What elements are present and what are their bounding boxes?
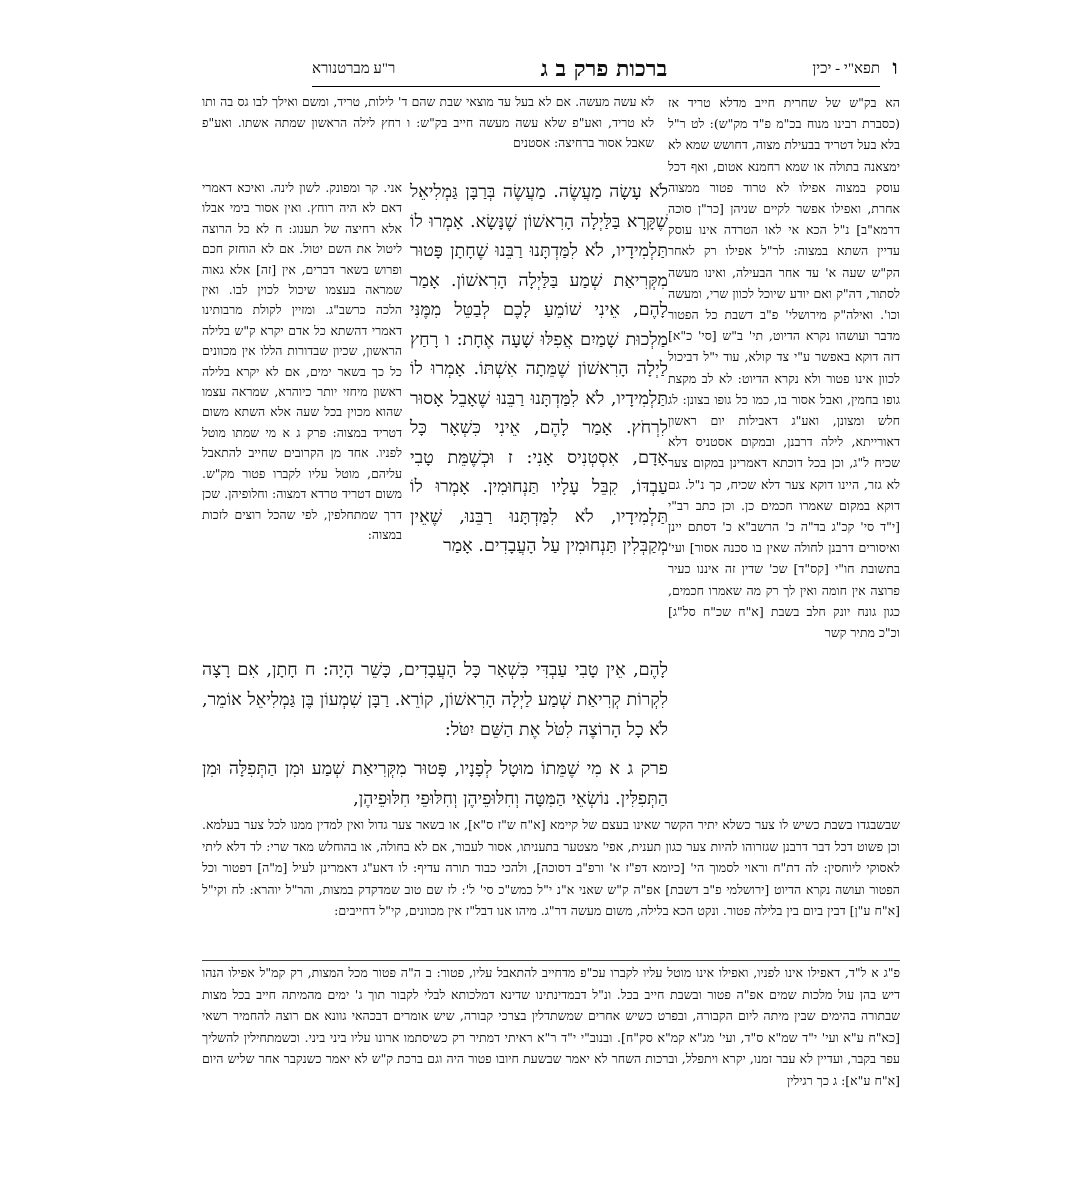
tiferet-yisrael-column: הא בק"ש של שחרית חייב מדלא טריד אז (כסברת רבינו מנוח בכ"מ פ"ד מק"ש): לט ר"ל בלא בעל דטריד בבעילת מצוה, דחושש שמא לא ימצאנה בתולה או שמא רחמנא אטום, ואף דכל עוסק במצוה אפילו לא טרוד פטור ממצוה אחרת, ואפילו אפשר לקיים שניהן [כר"ן סוכה דרמא"ב] נ"ל הכא אי לאו הטרדה אינו עוסק עדיין השתא במצוה: לר"ל אפילו רק לאחר הק"ש שעה א' עד אחר הבעילה, ואינו מעשה לסתור, דה"ק ואם יודע שיוכל לכוון שרי, ומעשה וכו'. ואילה"ק מירושלי' פ"ב דשבת כל הפטור מדבר ועושהו נקרא הדיוט, תי' ב"ש [סי' כ"א] דזה דוקא באפשר ע"י צד קולא, עוד י"ל דביכול לכוון אינו פטור ולא נקרא הדיוט: לא לב מקצת גופו בחמין, ואבל אסור בו, כמו כל גופו בצונן: לג חלש ומצונן, ואע"ג דאבילות יום ראשון דאורייתא, לילה דרבנן, ובמקום אסטניס דלא שכיח ל"ג, וכן בכל דוכתא דאמרינן במקום צער לא גזר, היינו דוקא צער דלא שכיח, כך נ"ל. גם דוקא במקום שאמרו חכמים כן. וכן כתב רב"י [י"ד סי' קכ"ג בד"ה כ' הרשב"א כ' דסתם יינן ואיסורים דרבנן לחולה שאין בו סכנה אסור] ועי' בתשובת חו"י [קס"ד] שכ' שדין זה איננו כעיר פרוצה אין חומה ואין לך רק מה שאמרו חכמים, כגון גונח יונק חלב בשבת [א"ח שכ"ח סל"ג] וכ"כ מתיר קשר (668, 95, 900, 641)
bartenura-column: אני. קר ומפונק. לשון לינה. ואיכא דאמרי דאם לא היה רוחץ. ואין אסור בימי אבלו אלא רחיצה של תענוג: ח לא כל הרוצה ליטול את השם יטול. אם לא הוחזק חכם ופרוש בשאר דברים, אין [זה] אלא גאוה שמראה בעצמו שיכול לכוין לבו. ואין הלכה כרשב"ג. ומזיין לקולת מרבותינו דאמרי דהשתא כל אדם יקרא ק"ש בלילה הראשון, שכיון שבדורות הללו אין מכוונים כל כך בשאר ימים, אם לא יקרא בלילה ראשון מיחזי יותר כיוהרא, שמראה עצמו שהוא מכוין בכל שעה אלא השתא משום דטריד במצוה: פרק ג א מי שמתו מוטל לפניו. אחד מן הקרובים שחייב להתאבל עליהם, מוטל עליו לקברו פטור מק"ש. משום דטריד טרדא דמצוה: וחלופיהן. שכן דרך שמתחלפין, לפי שהכל רוצים לזכות במצוה: (202, 180, 402, 542)
divider (202, 960, 900, 961)
mishnah-text: לֹא עָשָׂה מַעֲשֶׂה. מַעֲשֶׂה בְּרַבָּן גַּמְלִיאֵל שֶׁקָּרָא בַּלַּיְלָה הָרִאשׁוֹן שֶׁנָּשָׂא. אָמְרוּ לוֹ תַּלְמִידָיו, לֹא לִמַּדְתָּנוּ רַבֵּנוּ שֶׁחָתָן פָּטוּר מִקְּרִיאַת שְׁמַע בַּלַּיְלָה הָרִאשׁוֹן. אָמַר לָהֶם, אֵינִי שׁוֹמֵעַ לָכֶם לְבַטֵּל מִמֶּנִּי מַלְכוּת שָׁמַיִם אֲפִלּוּ שָׁעָה אֶחָת: ו רָחַץ לַיְלָה הָרִאשׁוֹן שֶׁמֵּתָה אִשְׁתּוֹ. אָמְרוּ לוֹ תַּלְמִידָיו, לֹא לִמַּדְתָּנוּ רַבֵּנוּ שֶׁאָבֵל אָסוּר לִרְחֹץ. אָמַר לָהֶם, אֵינִי כִּשְׁאָר כָּל אָדָם, אִסְטְנִיס אָנִי: ז וּכְשֶׁמֵּת טָבִי עַבְדּוֹ, קִבֵּל עָלָיו תַּנְחוּמִין. אָמְרוּ לוֹ תַּלְמִידָיו, לֹא לִמַּדְתָּנוּ רַבֵּנוּ, שֶׁאֵין מְקַבְּלִין תַּנְחוּמִין עַל הָעֲבָדִים. אָמַר (410, 182, 668, 556)
header-rule (312, 86, 880, 87)
mishnah-text-wide (202, 656, 668, 810)
running-header (312, 52, 880, 86)
header-right: תפא"י - יכין (812, 60, 880, 77)
header-center: ברכות פרק ב ג (540, 56, 668, 82)
commentary-bottom-1: שבשבגדו בשבת כשיש לו צער כשלא יתיר הקשר שאינו בעצם של קיימא [א"ח ש"ז ס"א], או בשאר צער גדול ואין למדין ממנו לכל צער בעלמא. וכן פשוט דכל דבר דרבנן שגזרוהו להיות צער כגון תענית, אפי' מצטער בתעניתו, אסור לעבור, אם לא בחולה, או בהוחלש מאד שרי: לד דלא ליתי לאסוקי ליוחסין: לה דת"ח וראוי לסמוך הי' [כיומא דפ"ז א' ורפ"ב דסוכה], ולהכי כבוד תורה עדיף: לו דאע"ג דאמרינן לעיל [מ"ה] דפטור וכל הפטור ועושה נקרא הדיוט [ירושלמי פ"ב דשבת] אפ"ה ק"ש שאני א"נ י"ל כמש"כ סי' ל': לז שם טוב שמדקדק במצות, והר"ל יוהרא: לח וקי"ל [א"ח ע"ן] דבין ביום בין בלילה פטור. ונקט הכא בלילה, משום מעשה דר"ג. מיהו אנו דבל"ז אין מכוונים, קי"ל דחייבים: (202, 817, 900, 919)
commentary-bottom-2: פ"ג א ל"ד, דאפילו אינו לפניו, ואפילו אינו מוטל עליו לקברו עכ"פ מדחייב להתאבל עליו, פטור: ב ה"ה פטור מכל המצות, רק קמ"ל אפילו הנהו דיש בהן עול מלכות שמים אפ"ה פטור ובשבת חייב בכל. ונ"ל דבמדינתינו שדינא דמלכותא לבלי לקבור תוך ג' ימים מהמיתה חייב בכל מצות שבתורה בהימים שבין מיתה ליום הקבורה, ובפרט כשיש אחרים שמשתדלין בצרכי קבורה, שיש אומרים דבכהאי גוונא אם רוצה להחמיר רשאי [כא"ח ע"א ועי' י"ד שמ"א ס"ד, ועי' מג"א קמ"א סק"ח]. ובנוב"י י"ד ר"א ראיתי דמתיר רק כשיסתמו ארונו עליו ביני ביני. וכשמתחילין להשליך עפר בקבר, ועדיין לא עבר זמנו, יקרא ויתפלל, וברכות השחר לא יאמר שבשעת חיובו פטור היה וגם ברכת ק"ש לא יאמר כשנקבר אחר שליש היום [א"ח ע"א]: ג כך רגילין (202, 965, 900, 1088)
bartenura-top: לא עשה מעשה. אם לא בעל עד מוצאי שבת שהם ד' לילות, טריד, ומשם ואילך לבו גס בה ותו לא טריד, ואע"פ שלא עשה מעשה חייב בק"ש: ו רחץ לילה הראשון שמתה אשתו. ואע"פ שאבל אסור ברחיצה: אסטנים (202, 94, 654, 150)
mishnah-next-chapter: פרק ג א מִי שֶׁמֵּתוֹ מוּטָל לְפָנָיו, פָּטוּר מִקְּרִיאַת שְׁמַע וּמִן הַתְּפִלָּה וּמִן הַתְּפִלִּין. נוֹשְׂאֵי הַמִּטָּה וְחִלּוּפֵיהֶן וְחִלּוּפֵי חִלּוּפֵיהֶן, (202, 759, 668, 810)
mishnah-continuation: לָהֶם, אֵין טָבִי עַבְדִּי כִּשְׁאָר כָּל הָעֲבָדִים, כָּשֵׁר הָיָה: ח חָתָן, אִם רָצָה לִקְרוֹת קְרִיאַת שְׁמַע לַיְלָה הָרִאשׁוֹן, קוֹרֵא. רַבָּן שִׁמְעוֹן בֶּן גַּמְלִיאֵל אוֹמֵר, לֹא כָל הָרוֹצֶה לִטֹּל אֶת הַשֵּׁם יִטֹּל: (202, 660, 668, 740)
page-letter: ו (892, 54, 898, 79)
header-left: ר"ע מברטנורא (312, 60, 396, 77)
